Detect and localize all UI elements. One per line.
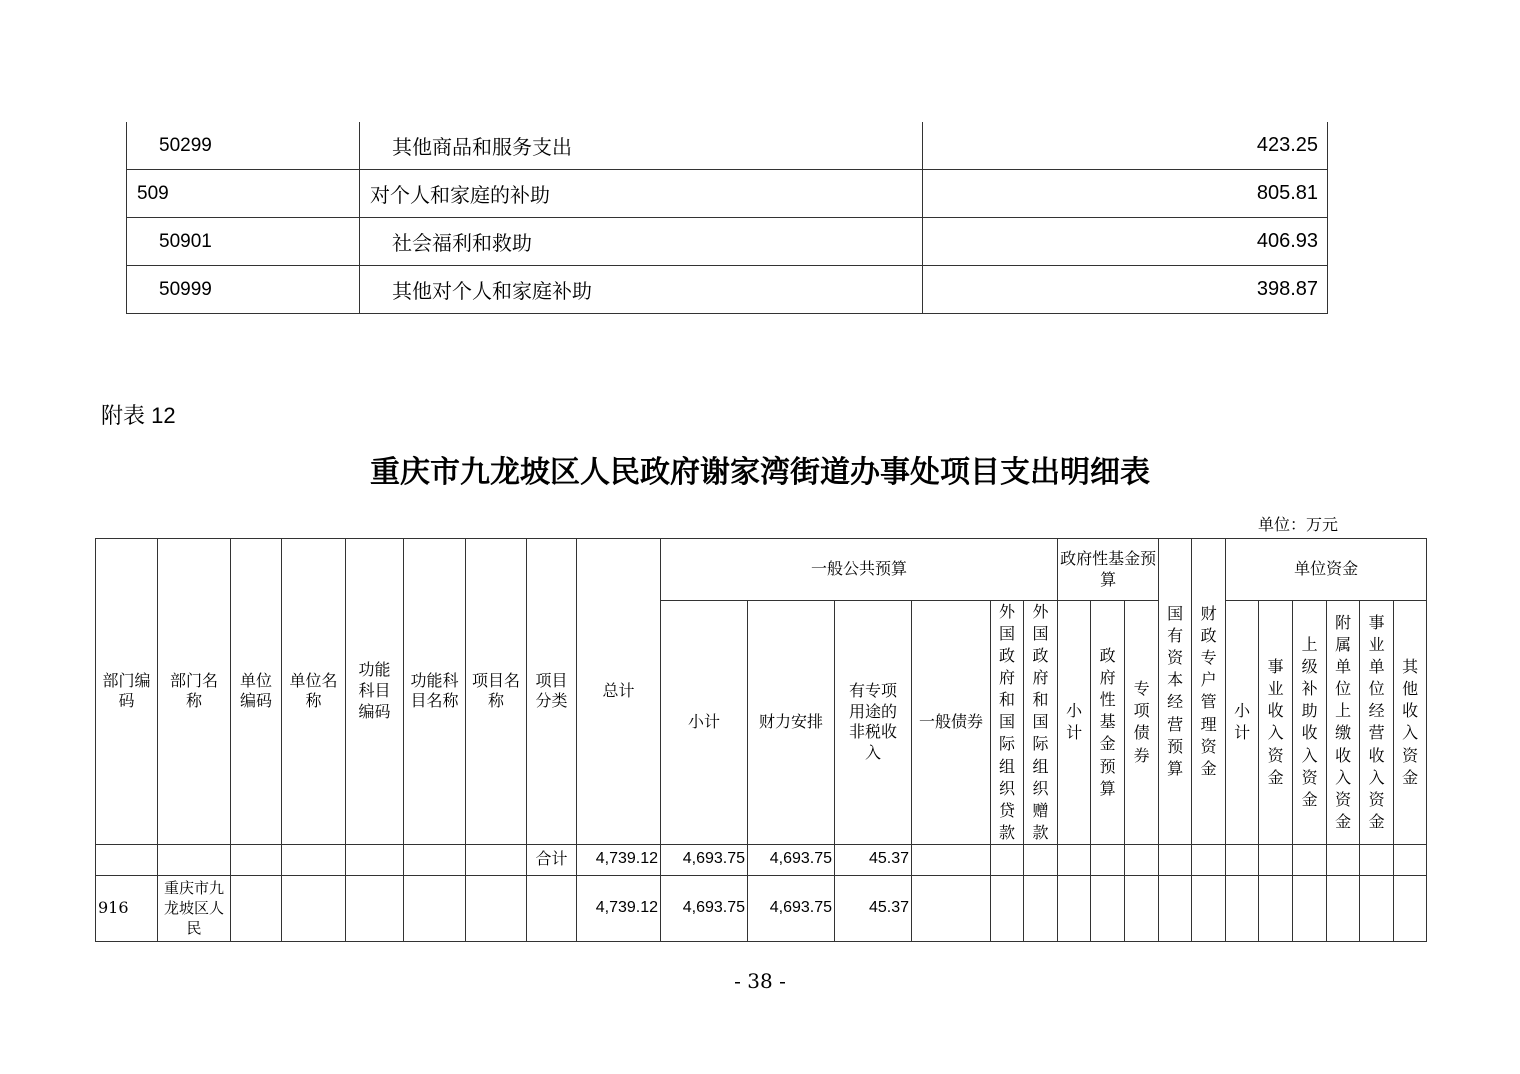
gb-fiscal-value: 4,693.75 (748, 844, 835, 875)
econ-amount: 423.25 (923, 122, 1328, 170)
table-row-total (96, 844, 1427, 875)
econ-name: 其他商品和服务支出 (360, 122, 923, 170)
header-gb-foreign-loan: 外国政府和国际组织贷款 (991, 601, 1024, 845)
header-uf-other: 其他收入资金 (1394, 601, 1427, 845)
appendix-label: 附表 12 (101, 403, 176, 428)
table-row (127, 266, 1328, 314)
total-value: 4,739.12 (577, 844, 661, 875)
header-gov-fund: 政府性基金预算 (1058, 539, 1159, 601)
gb-subtotal-value: 4,693.75 (661, 844, 748, 875)
header-dept-name: 部门名称 (158, 539, 231, 845)
dept-name: 重庆市九龙坡区人民 (158, 875, 231, 941)
header-func-code: 功能科目编码 (346, 539, 404, 845)
total-label: 合计 (527, 844, 577, 875)
header-gb-general-bond: 一般债券 (912, 601, 991, 845)
header-func-name: 功能科目名称 (404, 539, 466, 845)
gb-special-nontax-value: 45.37 (835, 875, 912, 941)
header-gb-subtotal: 小计 (661, 601, 748, 845)
header-gb-special-nontax: 有专项用途的非税收入 (835, 601, 912, 845)
header-uf-upper-subsidy: 上级补助收入资金 (1293, 601, 1327, 845)
econ-amount: 406.93 (923, 218, 1328, 266)
econ-code: 50299 (127, 122, 360, 170)
header-uf-affiliated: 附属单位上缴收入资金 (1327, 601, 1360, 845)
econ-code: 509 (127, 170, 360, 218)
header-uf-business: 事业收入资金 (1259, 601, 1293, 845)
gb-subtotal-value: 4,693.75 (661, 875, 748, 941)
expense-classification-table (126, 122, 1328, 314)
header-project-type: 项目分类 (527, 539, 577, 845)
header-gb-fiscal: 财力安排 (748, 601, 835, 845)
econ-name: 其他对个人和家庭补助 (360, 266, 923, 314)
table-row-dept (96, 875, 1427, 941)
header-unit-code: 单位编码 (231, 539, 282, 845)
header-project-name: 项目名称 (466, 539, 527, 845)
page-number: - 38 - (734, 969, 786, 993)
project-expenditure-table (95, 538, 1427, 942)
header-uf-operating: 事业单位经营收入资金 (1360, 601, 1394, 845)
econ-amount: 805.81 (923, 170, 1328, 218)
econ-name: 社会福利和救助 (360, 218, 923, 266)
econ-code: 50901 (127, 218, 360, 266)
header-unit-funds: 单位资金 (1226, 539, 1427, 601)
total-value: 4,739.12 (577, 875, 661, 941)
header-row (96, 539, 1427, 601)
gb-special-nontax-value: 45.37 (835, 844, 912, 875)
header-gb-foreign-grant: 外国政府和国际组织赠款 (1024, 601, 1058, 845)
table-row (127, 218, 1328, 266)
header-state-capital: 国有资本经营预算 (1159, 539, 1192, 845)
header-gf-special-bond: 专项债券 (1125, 601, 1159, 845)
header-fiscal-special: 财政专户管理资金 (1192, 539, 1226, 845)
table-row (127, 122, 1328, 170)
header-gf-budget: 政府性基金预算 (1091, 601, 1125, 845)
page-title: 重庆市九龙坡区人民政府谢家湾街道办事处项目支出明细表 (370, 455, 1150, 490)
econ-code: 50999 (127, 266, 360, 314)
header-gf-subtotal: 小计 (1058, 601, 1091, 845)
gb-fiscal-value: 4,693.75 (748, 875, 835, 941)
header-general-budget: 一般公共预算 (661, 539, 1058, 601)
econ-name: 对个人和家庭的补助 (360, 170, 923, 218)
header-total: 总计 (577, 539, 661, 845)
econ-amount: 398.87 (923, 266, 1328, 314)
header-dept-code: 部门编码 (96, 539, 158, 845)
header-unit-name: 单位名称 (282, 539, 346, 845)
unit-label: 单位：万元 (1258, 515, 1339, 534)
table-row (127, 170, 1328, 218)
header-uf-subtotal: 小计 (1226, 601, 1259, 845)
dept-code: 916 (96, 875, 158, 941)
